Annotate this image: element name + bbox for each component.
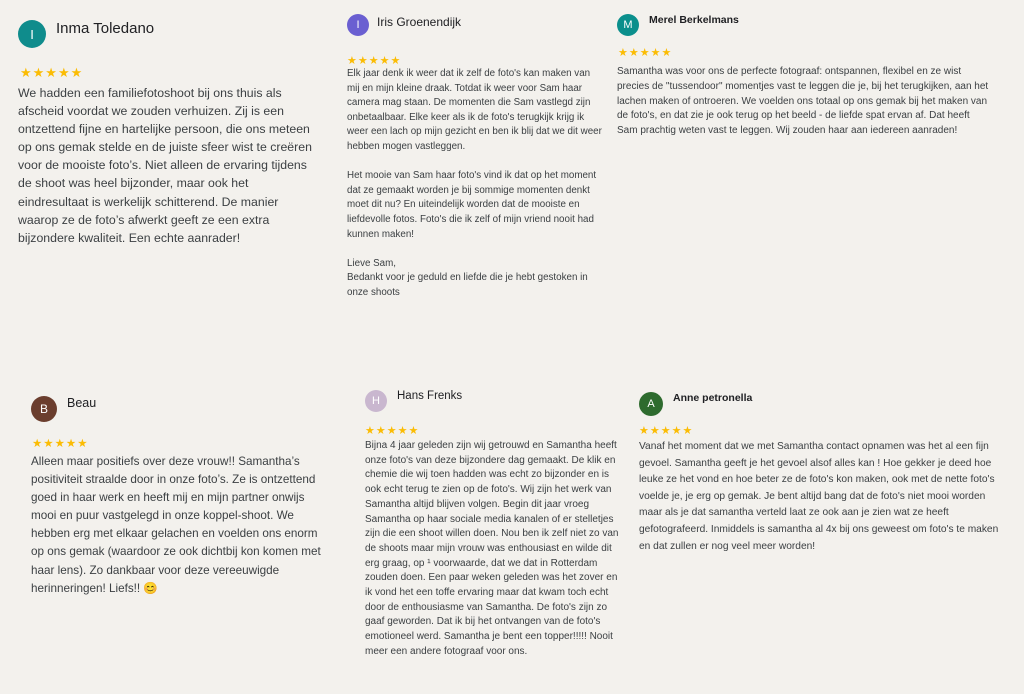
review-card	[31, 393, 331, 598]
avatar[interactable]: M	[617, 14, 639, 36]
review-header	[347, 14, 602, 36]
star-rating: ★★★★★	[32, 438, 89, 450]
reviewer-name[interactable]: Anne petronella	[673, 392, 753, 404]
review-header	[365, 388, 620, 412]
reviewer-name[interactable]: Merel Berkelmans	[649, 14, 739, 26]
star-rating: ★★★★★	[365, 425, 420, 437]
review-text: Samantha was voor ons de perfecte fotograaf: ontspannen, flexibel en ze wist precies de "tussendoor" momentjes vast te leggen die je, bij het terugkijken, aan het lachen maken of ontroeren. We voelden ons totaal op ons gemak bij het maken van de foto's, en dat zie je ook terug op het beeld - de liefde spat ervan af. Dat heeft Sam prachtig weten vast te leggen. Wij zouden haar aan iedereen aanraden!	[617, 66, 989, 137]
avatar[interactable]: I	[347, 14, 369, 36]
review-text: We hadden een familiefotoshoot bij ons thuis als afscheid voordat we zouden verhuizen. Zij is een ontzettend fijne en hartelijke persoon, die ons meteen op ons gemak stelde en de juiste sfeer wist te creëren voor de mooiste foto’s. Niet alleen de ervaring tijdens de shoot was heel bijzonder, maar ook het eindresultaat is werkelijk schitterend. De manier waarop ze de foto’s afwerkt geeft ze een extra bijzondere kwaliteit. Een echte aanrader!	[18, 86, 312, 245]
star-rating: ★★★★★	[618, 47, 673, 59]
review-text: Bijna 4 jaar geleden zijn wij getrouwd en Samantha heeft onze foto's van deze bijzondere dag gemaakt. De klik en chemie die wij toen hadden was echt zo bijzonder en is ook echt terug te zien op de foto's. Wij zijn het werk van Samantha altijd blijven volgen. Begin dit jaar vroeg Samantha op haar sociale media kanalen of er stelletjes zijn die een shoot willen doen. Nou ben ik zelf niet zo van de shoots maar mijn vrouw was enthousiast en wilde dit erg graag, op ¹ voorwaarde, dat we dat in Rotterdam zouden doen. Een paar weken geleden was het zover en ik vond het een toffe ervaring maar dat kwam toch echt door de enthousiasme van Samantha. De foto's zijn zo gaaf geworden. Dat ik bij het ontvangen van de foto's emotioneel werd. Samantha je bent een topper!!!!! Nooit meer een andere fotograaf voor ons.	[365, 440, 619, 657]
review-text: Vanaf het moment dat we met Samantha contact opnamen was het al een fijn gevoel. Samantha geeft je het gevoel alsof alles kan ! Hoe gekker je deed hoe leuke ze het vond en hoe beter ze de foto's kon maken, ook met de nette foto's voelde je, je erg op gemak. Je bent altijd bang dat de foto's niet mooi worden maar als je dat samantha verteld laat ze ook aan je zien wat ze heeft gefotografeerd. Inmiddels is samantha al 4x bij ons geweest om foto's te maken en dat zullen er nog veel meer worden!	[639, 441, 999, 552]
reviewer-name[interactable]: Inma Toledano	[56, 19, 155, 37]
review-header	[639, 392, 1011, 416]
reviewer-name[interactable]: Iris Groenendijk	[377, 15, 462, 29]
review-header	[18, 14, 318, 48]
review-text: Alleen maar positiefs over deze vrouw!! Samantha’s positiviteit straalde door in onze foto’s. Ze is ontzettend goed in haar werk en heeft mij en mijn partner onwijs mooi en puur vastgelegd in onze koppel-shoot. We hebben erg met elkaar gelachen en voelden ons enorm op ons gemak (waardoor ze ook dichtbij kon komen met haar lens). Zo dankbaar voor deze vereeuwigde herinneringen! Liefs!! 😊	[31, 455, 321, 595]
avatar[interactable]: A	[639, 392, 663, 416]
star-rating: ★★★★★	[20, 65, 84, 80]
review-card	[639, 392, 1011, 555]
avatar[interactable]: B	[31, 396, 57, 422]
star-rating: ★★★★★	[639, 425, 694, 437]
avatar[interactable]: I	[18, 20, 46, 48]
reviewer-name[interactable]: Hans Frenks	[397, 390, 463, 402]
review-card	[365, 388, 620, 660]
avatar[interactable]: H	[365, 390, 387, 412]
review-card	[18, 14, 318, 247]
reviewer-name[interactable]: Beau	[67, 395, 97, 410]
review-card	[617, 14, 989, 139]
review-card	[347, 14, 602, 301]
review-text: Elk jaar denk ik weer dat ik zelf de foto's kan maken van mij en mijn kleine draak. Totdat ik weer voor Sam haar camera mag staan. De momenten die Sam vastlegd zijn onbetaalbaar. Elke keer als ik de foto's terugkijk krijg ik weer een lach op mijn gezicht en ben ik blij dat we dit weer hebben mogen vastleggen. Het mooie van Sam haar foto's vind ik dat op het moment dat ze gemaakt worden je bij sommige momenten denkt moet dit nu? En uiteindelijk worden dat de mooiste en liefdevolle fotos. Foto's die ik zelf of mijn vriend nooit had kunnen maken! Lieve Sam, Bedankt voor je geduld en liefde die je hebt gestoken in onze shoots	[347, 68, 602, 298]
star-rating: ★★★★★	[347, 55, 402, 67]
review-header	[31, 393, 331, 422]
review-header	[617, 14, 989, 36]
